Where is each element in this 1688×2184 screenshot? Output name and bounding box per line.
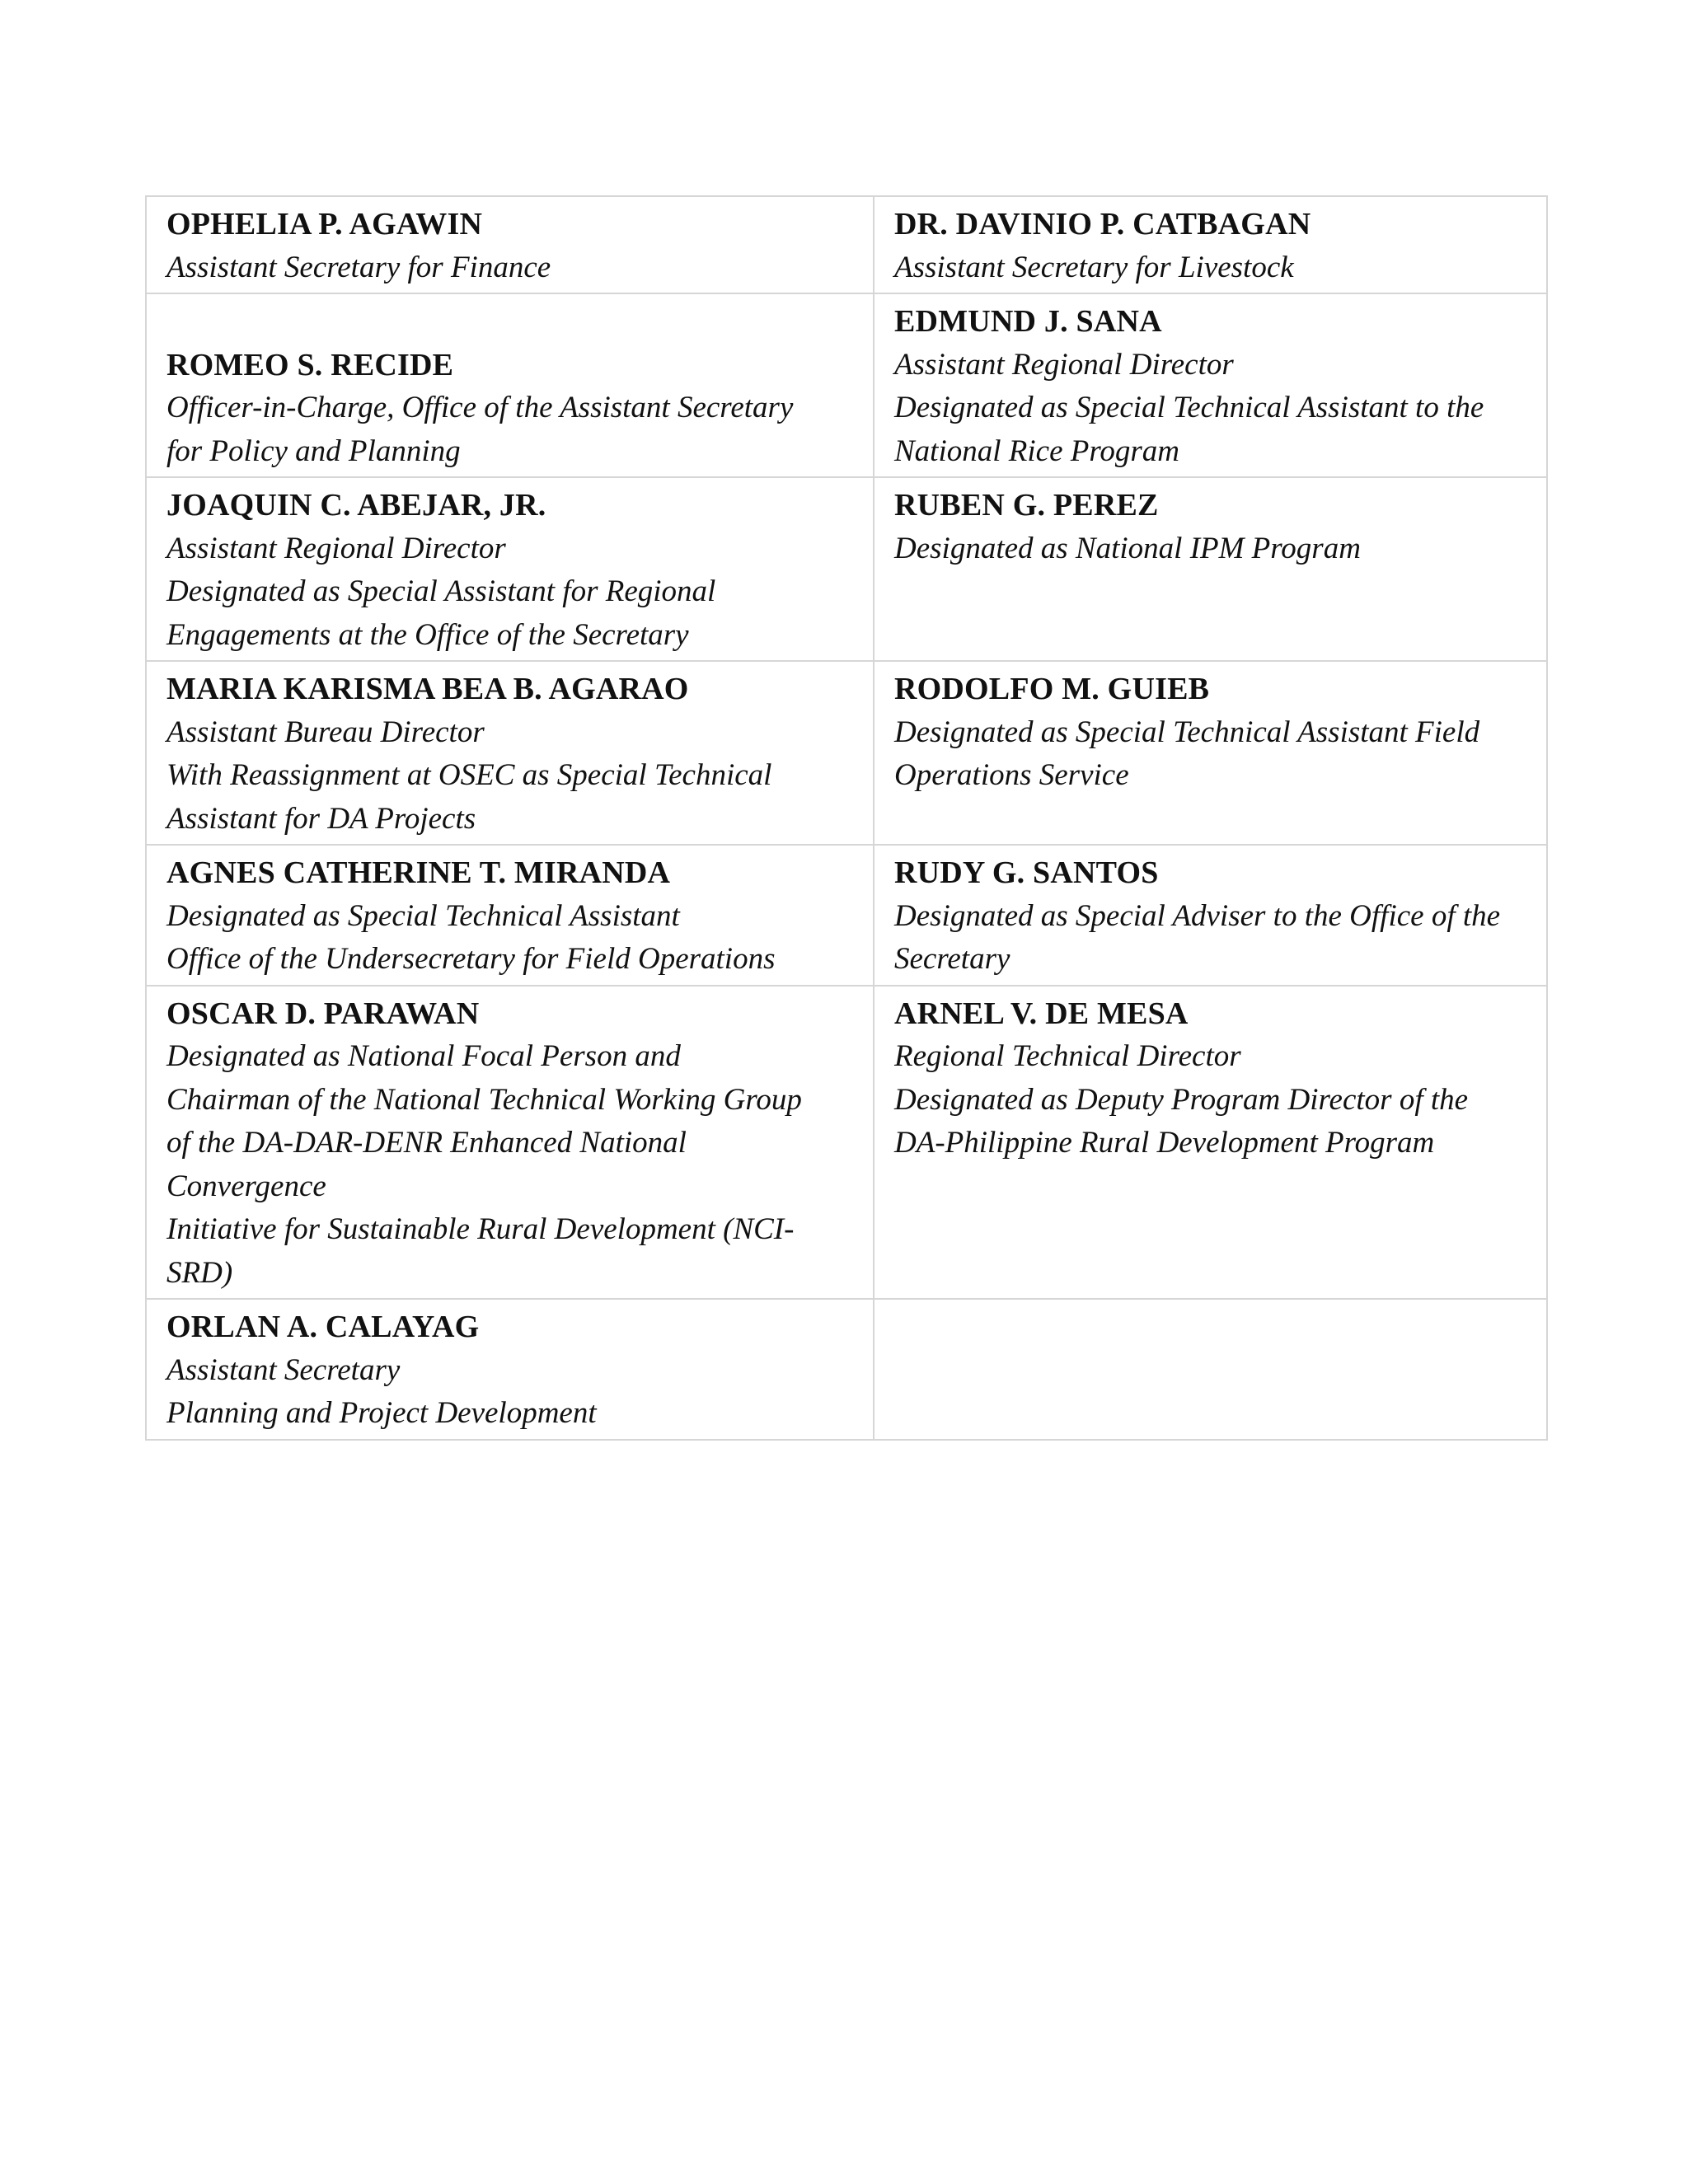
empty-cell xyxy=(874,1299,1547,1440)
official-title: of the DA-DAR-DENR Enhanced National xyxy=(166,1126,687,1160)
official-cell xyxy=(874,196,1547,293)
official-name: EDMUND J. SANA xyxy=(894,304,1162,339)
official-title: for Policy and Planning xyxy=(166,434,461,468)
official-cell xyxy=(146,196,874,293)
official-name: DR. DAVINIO P. CATBAGAN xyxy=(894,207,1311,241)
official-title: Assistant Regional Director xyxy=(166,531,506,565)
official-title: Engagements at the Office of the Secretary xyxy=(166,617,689,652)
official-title: DA-Philippine Rural Development Program xyxy=(894,1126,1435,1160)
table-row xyxy=(146,845,1547,986)
official-cell xyxy=(146,661,874,845)
cell-spacer xyxy=(166,300,856,344)
official-cell xyxy=(146,986,874,1300)
official-name: RODOLFO M. GUIEB xyxy=(894,672,1210,706)
official-title: Designated as Special Technical Assistant to the xyxy=(894,391,1484,424)
official-title: Operations Service xyxy=(894,758,1129,792)
official-cell xyxy=(146,293,874,477)
official-title: Planning and Project Development xyxy=(166,1396,597,1430)
official-title: Designated as Special Adviser to the Office of the xyxy=(894,898,1501,933)
table-row xyxy=(146,477,1547,661)
official-title: Secretary xyxy=(894,942,1010,976)
official-title: Office of the Undersecretary for Field Operations xyxy=(166,942,776,976)
table-row xyxy=(146,1299,1547,1440)
table-row xyxy=(146,293,1547,477)
official-title: With Reassignment at OSEC as Special Technical xyxy=(166,758,772,792)
official-cell xyxy=(874,293,1547,477)
official-title: Assistant Secretary xyxy=(166,1352,401,1387)
official-name: ORLAN A. CALAYAG xyxy=(166,1310,480,1344)
official-name: MARIA KARISMA BEA B. AGARAO xyxy=(166,672,689,706)
official-name: RUDY G. SANTOS xyxy=(894,855,1159,890)
official-title: SRD) xyxy=(166,1255,233,1290)
table-row xyxy=(146,196,1547,293)
official-name: OPHELIA P. AGAWIN xyxy=(166,207,483,241)
official-title: Designated as Special Technical Assistant Field xyxy=(894,715,1480,749)
official-cell xyxy=(146,477,874,661)
table-row xyxy=(146,661,1547,845)
official-title: Assistant Regional Director xyxy=(894,347,1234,382)
official-cell xyxy=(874,845,1547,986)
official-title: Officer-in-Charge, Office of the Assistant Secretary xyxy=(166,391,794,424)
official-title: Assistant Secretary for Livestock xyxy=(894,250,1294,284)
official-title: Assistant Secretary for Finance xyxy=(166,250,551,284)
official-title: Assistant for DA Projects xyxy=(166,801,476,836)
official-name: ROMEO S. RECIDE xyxy=(166,347,454,382)
official-cell xyxy=(146,845,874,986)
table-row xyxy=(146,986,1547,1300)
official-title: Convergence xyxy=(166,1169,326,1203)
official-name: OSCAR D. PARAWAN xyxy=(166,996,480,1031)
official-name: ARNEL V. DE MESA xyxy=(894,996,1189,1031)
official-cell xyxy=(146,1299,874,1440)
official-title: Designated as Deputy Program Director of the xyxy=(894,1082,1469,1117)
official-cell xyxy=(874,986,1547,1300)
official-cell xyxy=(874,477,1547,661)
official-title: Chairman of the National Technical Working Group xyxy=(166,1082,802,1117)
official-name: RUBEN G. PEREZ xyxy=(894,488,1159,523)
officials-table xyxy=(145,195,1548,1441)
official-title: Designated as Special Technical Assistant xyxy=(166,898,680,933)
official-title: National Rice Program xyxy=(894,434,1179,468)
official-title: Designated as National Focal Person and xyxy=(166,1039,681,1073)
official-title: Initiative for Sustainable Rural Development (NCI- xyxy=(166,1212,795,1246)
official-title: Assistant Bureau Director xyxy=(166,715,485,749)
official-title: Regional Technical Director xyxy=(894,1039,1241,1073)
official-title: Designated as Special Assistant for Regional xyxy=(166,574,716,608)
official-name: JOAQUIN C. ABEJAR, JR. xyxy=(166,488,546,523)
official-cell xyxy=(874,661,1547,845)
official-title: Designated as National IPM Program xyxy=(894,531,1361,565)
official-name: AGNES CATHERINE T. MIRANDA xyxy=(166,855,671,890)
